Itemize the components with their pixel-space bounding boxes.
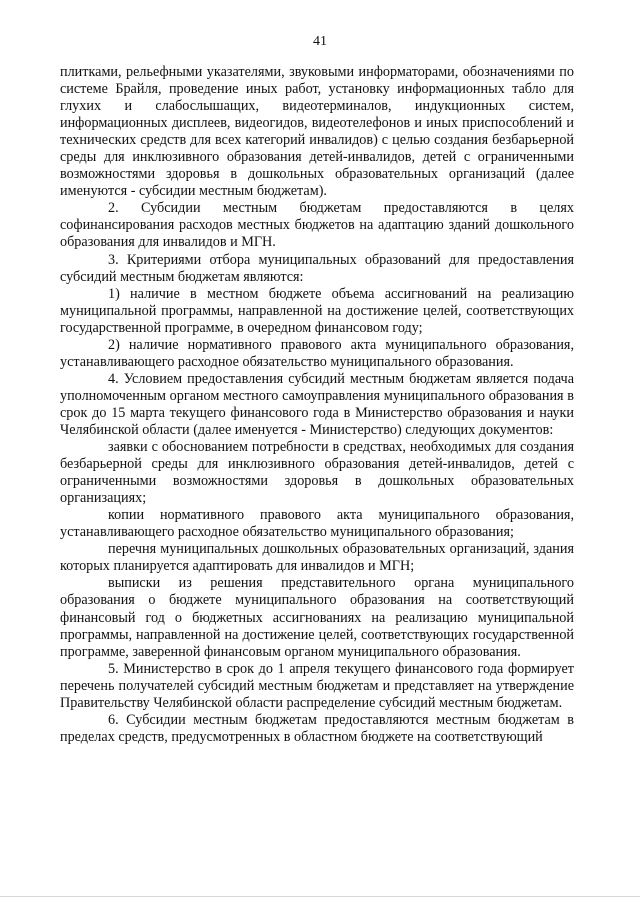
page-number: 41 — [313, 34, 327, 49]
paragraph-document-act-copy: копии нормативного правового акта муниципального образования, устанавливающего расходное обязательство муниципального образования; — [60, 507, 574, 541]
paragraph-item-5: 5. Министерство в срок до 1 апреля текущего финансового года формирует перечень получателей субсидий местным бюджетам и представляет на утверждение Правительству Челябинской области распределение субсидий местным бюджетам. — [60, 660, 574, 711]
paragraph-continuation: плитками, рельефными указателями, звуковыми информаторами, обозначениями по системе Брайля, проведение иных работ, установку информационных табло для глухих и слабослышащих, видеотерминалов, индукционных систем, информационных дисплеев, видеогидов, видеотелефонов и иных приспособлений и технических средств для всех категорий инвалидов) с целью создания безбарьерной среды для инклюзивного образования детей-инвалидов, детей с ограниченными возможностями здоровья в дошкольных образовательных организаций (далее именуются - субсидии местным бюджетам). — [60, 64, 574, 200]
paragraph-item-4: 4. Условием предоставления субсидий местным бюджетам является подача уполномоченным органом местного самоуправления муниципального образования в срок до 15 марта текущего финансового года в Министерство образования и науки Челябинской области (далее именуется - Министерство) следующих документов: — [60, 370, 574, 438]
paragraph-document-budget-extract: выписки из решения представительного органа муниципального образования о бюджете муниципального образования на соответствующий финансовый год о бюджетных ассигнованиях на реализацию муниципальной программы, направленной на достижение целей, соответствующих государственной программе, заверенной финансовым органом муниципального образования. — [60, 575, 574, 660]
paragraph-criterion-2: 2) наличие нормативного правового акта муниципального образования, устанавливающего расходное обязательство муниципального образования. — [60, 336, 574, 370]
paragraph-item-6: 6. Субсидии местным бюджетам предоставляются местным бюджетам в пределах средств, предусмотренных в областном бюджете на соответствующий — [60, 711, 574, 745]
document-body — [60, 64, 574, 746]
paragraph-item-2: 2. Субсидии местным бюджетам предоставляются в целях софинансирования расходов местных бюджетов на адаптацию зданий дошкольного образования для инвалидов и МГН. — [60, 200, 574, 251]
paragraph-document-organization-list: перечня муниципальных дошкольных образовательных организаций, здания которых планируется адаптировать для инвалидов и МГН; — [60, 541, 574, 575]
paragraph-criterion-1: 1) наличие в местном бюджете объема ассигнований на реализацию муниципальной программы, направленной на достижение целей, соответствующих государственной программе, в очередном финансовом году; — [60, 285, 574, 336]
paragraph-document-requests: заявки с обоснованием потребности в средствах, необходимых для создания безбарьерной среды для инклюзивного образования детей-инвалидов, детей с ограниченными возможностями здоровья в дошкольных образовательных организациях; — [60, 439, 574, 507]
paragraph-item-3: 3. Критериями отбора муниципальных образований для предоставления субсидий местным бюджетам являются: — [60, 251, 574, 285]
page-bottom-edge — [0, 896, 640, 897]
